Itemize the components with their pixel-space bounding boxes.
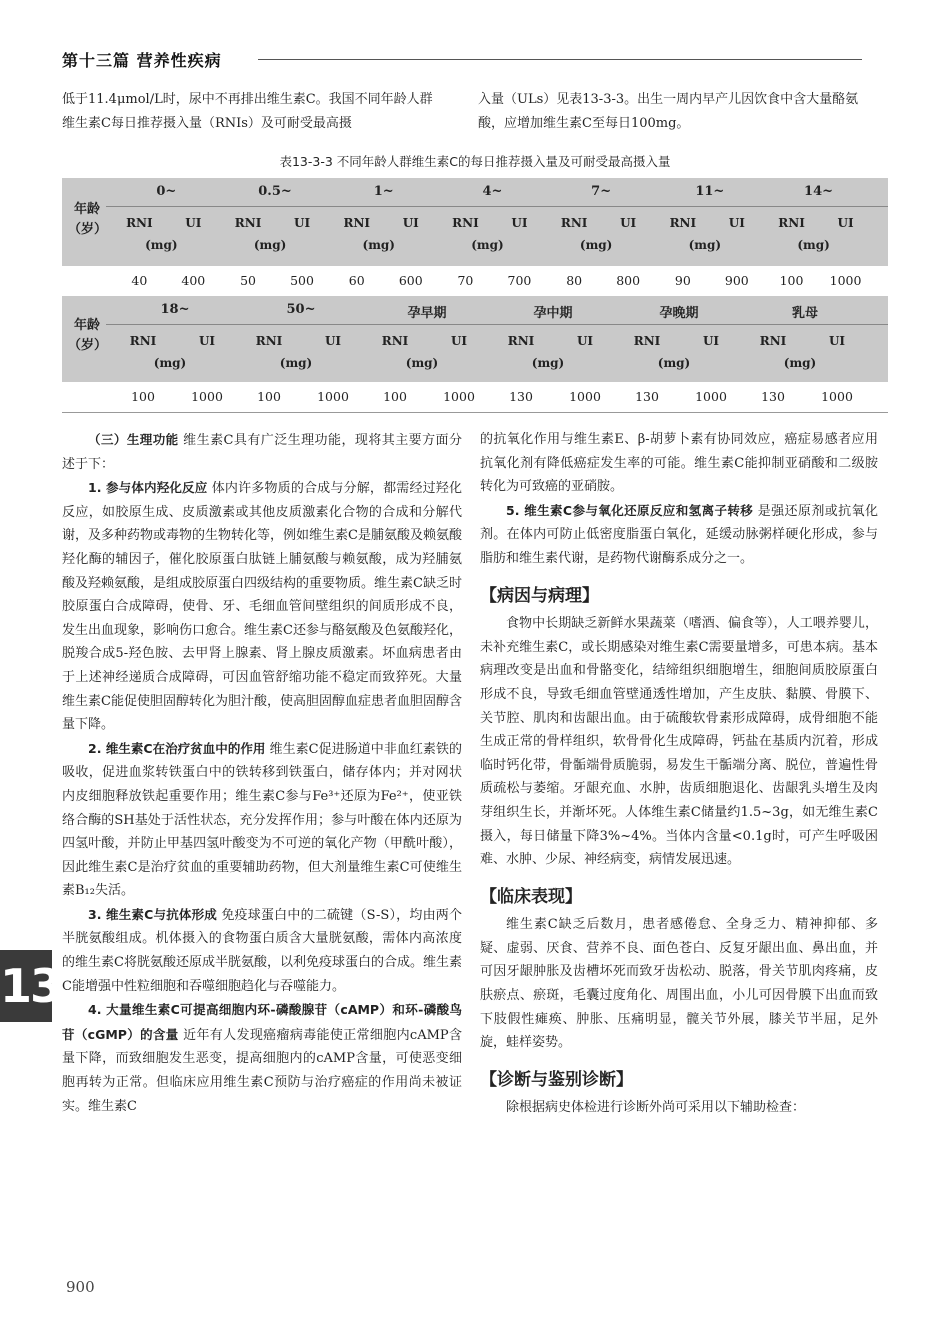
age-group-label: 0~ xyxy=(156,184,177,199)
header-title: 第十三篇 营养性疾病 xyxy=(62,51,222,70)
intro-left xyxy=(62,88,442,136)
rni-table-part-2 xyxy=(62,296,888,413)
ul-header: UI xyxy=(576,334,594,348)
rni-value: 70 xyxy=(457,273,474,288)
ul-value: 1000 xyxy=(191,389,223,404)
paragraph-heading: 3. 维生素C与抗体形成 xyxy=(88,906,218,922)
header-rule xyxy=(258,59,862,60)
ul-value: 800 xyxy=(616,273,641,288)
rni-header: RNI xyxy=(633,334,661,348)
age-group-label: 18~ xyxy=(160,302,190,317)
age-label-top: 年龄 xyxy=(73,318,100,333)
value-row xyxy=(62,266,888,297)
paragraph-body: 是强还原剂或抗氧化剂。在体内可防止低密度脂蛋白氧化，延缓动脉粥样硬化形成，参与脂肪和维生素代谢，是药物代谢酶系成分之一。 xyxy=(480,503,878,566)
unit-label: (mg) xyxy=(783,356,817,370)
rni-value: 100 xyxy=(779,273,804,288)
rni-header: RNI xyxy=(507,334,535,348)
paragraph: 的抗氧化作用与维生素E、β-胡萝卜素有协同效应，癌症易感者应用抗氧化剂有降低癌症发生率的可能。维生素C能抑制亚硝酸和二级胺转化为可致癌的亚硝胺。 xyxy=(480,432,878,495)
paragraph-body: 维生素C促进肠道中非血红素铁的吸收，促进血浆转铁蛋白中的铁转移到铁蛋白，储存体内；并对网状内皮细胞释放铁起重要作用；维生素C参与Fe³⁺还原为Fe²⁺，使亚铁络合酶的SH基处于活性状态，充分发挥作用；参与叶酸在体内还原为四氢叶酸，并防止甲基四氢叶酸变为不可逆的氧化产物（甲酰叶酸），因此维生素C是治疗贫血的重要辅助药物，但大剂量维生素C可使维生素B₁₂失活。 xyxy=(62,741,462,899)
age-group-label: 孕中期 xyxy=(533,306,573,321)
age-group-label: 7~ xyxy=(591,184,612,199)
paragraph-heading: 5. 维生素C参与氧化还原反应和氢离子转移 xyxy=(506,502,754,518)
paragraph xyxy=(62,476,462,737)
paragraph-body: 免疫球蛋白中的二硫键（S-S），均由两个半胱氨酸组成。机体摄入的食物蛋白质含大量胱氨酸，需体内高浓度的维生素C将胱氨酸还原成半胱氨酸，以利免疫球蛋白的合成。维生素C能增强中性粒细胞和吞噬细胞趋化与吞噬能力。 xyxy=(62,907,462,994)
intro-left-text: 低于11.4μmol/L时，尿中不再排出维生素C。我国不同年龄人群维生素C每日推荐摄入量（RNIs）及可耐受最高摄 xyxy=(62,92,433,131)
paragraph-body: 体内许多物质的合成与分解，都需经过羟化反应，如胶原生成、皮质激素或其他皮质激素化合物的合成和分解代谢，及多种药物或毒物的生物转化等，例如维生素C是脯氨酸及赖氨酸羟化酶的辅因子，催化胶原蛋白肽链上脯氨酸与赖氨酸，成为羟脯氨酸及羟赖氨酸，是组成胶原蛋白四级结构的重要物质。维生素C缺乏时胶原蛋白合成障碍，使骨、牙、毛细血管间壁组织的间质形成不良，发生出血现象，影响伤口愈合。维生素C还参与酪氨酸及色氨酸羟化，脱羧合成5-羟色胺、去甲肾上腺素、肾上腺皮质激素。坏血病患者由于上述神经递质合成障碍，可因血管舒缩功能不稳定而致猝死。大量维生素C能促使胆固醇转化为胆汁酸，使高胆固醇血症患者血胆固醇含量下降。 xyxy=(62,481,462,733)
left-column xyxy=(62,428,462,1118)
ul-header: UI xyxy=(198,334,216,348)
paragraph xyxy=(62,998,462,1118)
age-label xyxy=(68,200,106,240)
section-title-diagnosis: 【诊断与鉴别诊断】 xyxy=(480,1069,633,1090)
paragraph-heading: 1. 参与体内羟化反应 xyxy=(88,480,208,496)
paragraph xyxy=(62,903,462,998)
paragraph-heading: （三）生理功能 xyxy=(88,432,179,447)
age-group-label: 1~ xyxy=(373,184,394,199)
rni-header: RNI xyxy=(343,216,371,230)
ul-header: UI xyxy=(402,216,419,230)
ul-value: 1000 xyxy=(569,389,601,404)
ul-value: 900 xyxy=(724,273,749,288)
value-row xyxy=(62,382,888,413)
age-label-top: 年龄 xyxy=(73,202,100,217)
unit-label: (mg) xyxy=(279,356,313,370)
rni-header: RNI xyxy=(126,216,153,230)
table-header-band xyxy=(62,178,888,266)
rni-header: RNI xyxy=(759,334,787,348)
ul-header: UI xyxy=(828,334,846,348)
unit-label: (mg) xyxy=(797,238,830,252)
age-label-bottom: （岁） xyxy=(68,222,108,237)
age-rule xyxy=(106,324,888,325)
rni-value: 100 xyxy=(383,389,407,404)
rni-value: 130 xyxy=(761,389,785,404)
age-group-label: 乳母 xyxy=(791,306,818,321)
paragraph xyxy=(480,499,878,571)
rni-value: 100 xyxy=(257,389,281,404)
age-group-label: 4~ xyxy=(482,184,503,199)
page-number: 900 xyxy=(66,1278,95,1296)
unit-label: (mg) xyxy=(531,356,565,370)
paragraph-body: 维生素C具有广泛生理功能，现将其主要方面分述于下： xyxy=(62,433,462,472)
paragraph-heading: 4. 大量维生素C可提高细胞内环-磷酸腺苷（cAMP）和环-磷酸鸟苷（cGMP）的含量 xyxy=(62,1002,462,1042)
ul-header: UI xyxy=(324,334,342,348)
ul-value: 1000 xyxy=(317,389,349,404)
ul-value: 600 xyxy=(398,273,423,288)
paragraph: 维生素C缺乏后数月，患者感倦怠、全身乏力、精神抑郁、多疑、虚弱、厌食、营养不良、面色苍白、反复牙龈出血、鼻出血，并可因牙龈肿胀及齿槽坏死而致牙齿松动、脱落，骨关节肌肉疼痛，皮肤瘀点、瘀斑，毛囊过度角化、周围出血，小儿可因骨膜下出血而致下肢假性瘫痪、肿胀、压痛明显，髋关节外展，膝关节半屈，足外旋，蛙样姿势。 xyxy=(480,917,878,1051)
rni-value: 50 xyxy=(240,273,256,288)
ul-header: UI xyxy=(728,216,745,230)
rni-value: 130 xyxy=(635,389,659,404)
running-header xyxy=(62,48,862,72)
unit-label: (mg) xyxy=(153,356,187,370)
paragraph xyxy=(62,428,462,476)
unit-label: (mg) xyxy=(471,238,504,252)
table-header-band xyxy=(62,296,888,382)
ul-header: UI xyxy=(294,216,311,230)
unit-label: (mg) xyxy=(688,238,722,252)
rni-header: RNI xyxy=(452,216,479,230)
ul-value: 1000 xyxy=(443,389,475,404)
rni-header: RNI xyxy=(234,216,262,230)
rni-header: RNI xyxy=(381,334,409,348)
rni-header: RNI xyxy=(129,334,157,348)
age-group-label: 14~ xyxy=(804,184,834,199)
unit-label: (mg) xyxy=(145,238,178,252)
ul-value: 1000 xyxy=(829,273,862,288)
rni-header: RNI xyxy=(560,216,588,230)
age-group-label: 50~ xyxy=(286,302,316,317)
section-title-etiology: 【病因与病理】 xyxy=(480,585,599,606)
rni-header: RNI xyxy=(669,216,697,230)
paragraph xyxy=(62,737,462,903)
right-column xyxy=(480,428,878,1120)
ul-header: UI xyxy=(450,334,468,348)
rni-header: RNI xyxy=(778,216,805,230)
rni-header: RNI xyxy=(255,334,283,348)
unit-label: (mg) xyxy=(253,238,287,252)
unit-label: (mg) xyxy=(405,356,439,370)
ul-value: 400 xyxy=(181,273,206,288)
intro-right xyxy=(478,88,878,136)
age-group-label: 孕早期 xyxy=(407,306,447,321)
paragraph-heading: 2. 维生素C在治疗贫血中的作用 xyxy=(88,740,266,756)
paragraph: 食物中长期缺乏新鲜水果蔬菜（嗜酒、偏食等），人工喂养婴儿，未补充维生素C，或长期感染对维生素C需要量增多，可患本病。基本病理改变是出血和骨骼变化，结缔组织细胞增生，细胞间质胶原蛋白形成不良，导致毛细血管壁通透性增加，产生皮肤、黏膜、骨膜下、关节腔、肌肉和齿龈出血。由于硫酸软骨素形成障碍，成骨细胞不能生成正常的骨样组织，软骨骨化生成障碍，钙盐在基质内沉着，形成临时钙化带，骨骺端骨质脆弱，易发生干骺端分离、脱位，普遍性骨质疏松与萎缩。牙龈充血、水肿，齿质细胞退化、齿龈乳头增生及肉芽组织生长，并渐坏死。人体维生素C储量约1.5~3g，如无维生素C摄入，每日储量下降3%~4%。当体内含量<0.1g时，可产生呼吸困难、水肿、少尿、神经病变，病情发展迅速。 xyxy=(480,616,878,868)
ul-header: UI xyxy=(511,216,528,230)
rni-value: 90 xyxy=(674,273,691,288)
ul-value: 500 xyxy=(290,273,314,288)
age-rule xyxy=(106,206,888,207)
rni-table-part-1 xyxy=(62,178,888,297)
ul-header: UI xyxy=(702,334,720,348)
unit-label: (mg) xyxy=(362,238,395,252)
unit-label: (mg) xyxy=(579,238,613,252)
rni-value: 40 xyxy=(131,273,148,288)
age-group-label: 孕晚期 xyxy=(659,306,699,321)
rni-value: 80 xyxy=(566,273,583,288)
ul-header: UI xyxy=(185,216,202,230)
rni-value: 60 xyxy=(348,273,365,288)
age-group-label: 11~ xyxy=(695,184,725,199)
ul-value: 1000 xyxy=(821,389,853,404)
paragraph-body: 近年有人发现癌瘤病毒能使正常细胞内cAMP含量下降，而致细胞发生恶变，提高细胞内的cAMP含量，可使恶变细胞再转为正常。但临床应用维生素C预防与治疗癌症的作用尚未被证实。维生素C xyxy=(62,1027,462,1114)
rni-value: 130 xyxy=(509,389,533,404)
table-caption: 表13-3-3 不同年龄人群维生素C的每日推荐摄入量及可耐受最高摄入量 xyxy=(279,154,671,169)
chapter-tab: 13 xyxy=(0,950,52,1022)
age-group-label: 0.5~ xyxy=(258,184,292,199)
unit-label: (mg) xyxy=(657,356,691,370)
rni-value: 100 xyxy=(131,389,155,404)
ul-header: UI xyxy=(837,216,854,230)
intro-right-text: 入量（ULs）见表13-3-3。出生一周内早产儿因饮食中含大量酪氨酸，应增加维生素C至每日100mg。 xyxy=(478,92,859,131)
age-label-bottom: （岁） xyxy=(68,338,108,353)
age-label xyxy=(68,316,106,356)
paragraph: 除根据病史体检进行诊断外尚可采用以下辅助检查： xyxy=(506,1100,806,1116)
ul-value: 1000 xyxy=(695,389,727,404)
section-title-clinical: 【临床表现】 xyxy=(480,886,582,907)
ul-header: UI xyxy=(620,216,637,230)
ul-value: 700 xyxy=(507,273,532,288)
